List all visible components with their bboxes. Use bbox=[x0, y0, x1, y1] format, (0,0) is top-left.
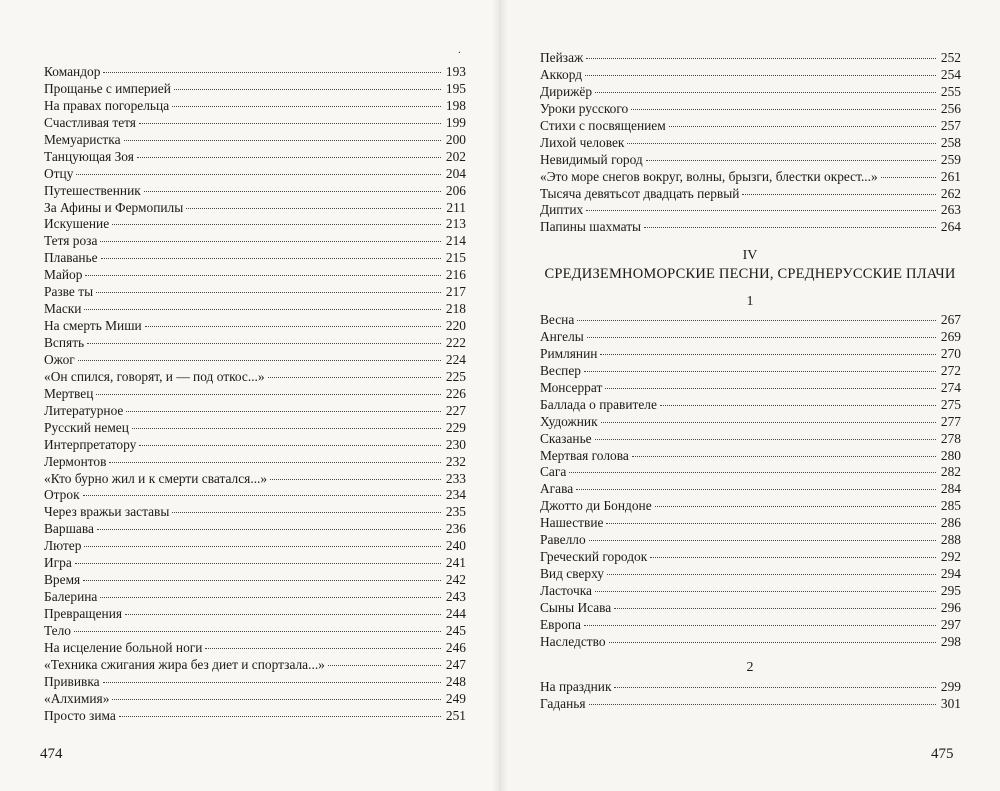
toc-entry bbox=[540, 617, 961, 634]
toc-entry bbox=[44, 132, 466, 149]
toc-entry-page: 198 bbox=[445, 97, 466, 113]
toc-entry-page: 294 bbox=[940, 566, 961, 582]
stray-mark: . bbox=[458, 44, 461, 56]
dot-leader bbox=[609, 642, 936, 643]
toc-entry-title: Ласточка bbox=[540, 583, 592, 598]
toc-entry bbox=[540, 118, 961, 135]
toc-entry-page: 298 bbox=[940, 633, 961, 649]
toc-entry-title: Веспер bbox=[540, 362, 581, 378]
toc-entry-title: «Это море снегов вокруг, волны, брызги, блестки окрест...» bbox=[540, 168, 878, 184]
toc-entry-page: 235 bbox=[445, 504, 466, 520]
dot-leader bbox=[100, 241, 441, 242]
right-page-number: 475 bbox=[931, 746, 954, 762]
toc-entry-page: 257 bbox=[940, 117, 961, 133]
toc-entry bbox=[44, 691, 466, 708]
toc-entry bbox=[44, 487, 466, 504]
dot-leader bbox=[586, 58, 936, 59]
toc-entry-page: 272 bbox=[940, 362, 961, 378]
toc-entry-title: Путешественник bbox=[44, 182, 141, 198]
toc-entry-page: 277 bbox=[940, 413, 961, 429]
toc-entry bbox=[44, 454, 466, 471]
toc-entry-page: 199 bbox=[445, 114, 466, 130]
toc-entry-page: 264 bbox=[940, 219, 961, 235]
toc-entry bbox=[540, 50, 961, 67]
toc-entry bbox=[44, 149, 466, 166]
toc-entry-page: 245 bbox=[445, 622, 466, 638]
section-1-number: 1 bbox=[746, 294, 754, 309]
toc-entry bbox=[44, 708, 466, 725]
toc-entry bbox=[540, 414, 961, 431]
dot-leader bbox=[646, 160, 936, 161]
toc-entry-title: «Техника сжигания жира без диет и спортзала...» bbox=[44, 656, 325, 672]
toc-entry-title: Просто зима bbox=[44, 707, 116, 723]
dot-leader bbox=[328, 665, 441, 666]
toc-entry-page: 256 bbox=[940, 100, 961, 116]
dot-leader bbox=[268, 377, 441, 378]
dot-leader bbox=[614, 608, 936, 609]
dot-leader bbox=[881, 177, 936, 178]
toc-entry bbox=[44, 386, 466, 403]
toc-entry bbox=[540, 101, 961, 118]
toc-entry-title: Мертвая голова bbox=[540, 447, 629, 463]
toc-entry-title: Прививка bbox=[44, 673, 100, 689]
toc-entry bbox=[540, 346, 961, 363]
dot-leader bbox=[96, 292, 441, 293]
toc-entry-title: Диптих bbox=[540, 202, 584, 218]
toc-entry-title: Варшава bbox=[44, 521, 94, 537]
dot-leader bbox=[631, 109, 936, 110]
toc-entry bbox=[540, 481, 961, 498]
dot-leader bbox=[83, 495, 441, 496]
toc-entry bbox=[44, 166, 466, 183]
toc-entry-title: Ожог bbox=[44, 351, 75, 367]
toc-entry-page: 240 bbox=[445, 538, 466, 554]
dot-leader bbox=[85, 275, 441, 276]
toc-entry bbox=[540, 219, 961, 236]
dot-leader bbox=[83, 580, 441, 581]
toc-entry-page: 216 bbox=[445, 267, 466, 283]
dot-leader bbox=[87, 343, 441, 344]
toc-entry bbox=[44, 318, 466, 335]
toc-entry bbox=[540, 696, 961, 713]
toc-entry-title: Маски bbox=[44, 301, 82, 317]
toc-entry-title: Баллада о правителе bbox=[540, 396, 657, 412]
toc-entry-title: «Алхимия» bbox=[44, 690, 110, 706]
toc-entry-page: 267 bbox=[940, 312, 961, 327]
toc-entry-title: Художник bbox=[540, 413, 598, 429]
toc-entry bbox=[540, 169, 961, 186]
toc-entry-page: 254 bbox=[940, 66, 961, 82]
toc-entry bbox=[540, 448, 961, 465]
toc-entry bbox=[44, 471, 466, 488]
dot-leader bbox=[109, 462, 441, 463]
toc-entry bbox=[44, 369, 466, 386]
toc-entry bbox=[44, 216, 466, 233]
toc-entry-title: Наследство bbox=[540, 633, 606, 649]
toc-entry bbox=[540, 515, 961, 532]
toc-entry-page: 213 bbox=[445, 216, 466, 232]
section-2-number: 2 bbox=[746, 660, 754, 675]
toc-entry-title: Мертвец bbox=[44, 385, 94, 401]
toc-entry-title: Весна bbox=[540, 312, 575, 327]
toc-entry-title: Разве ты bbox=[44, 284, 94, 300]
toc-entry-page: 285 bbox=[940, 498, 961, 514]
toc-entry-page: 200 bbox=[445, 131, 466, 147]
toc-entry-page: 255 bbox=[940, 83, 961, 99]
dot-leader bbox=[119, 716, 441, 717]
toc-entry-page: 195 bbox=[445, 80, 466, 96]
dot-leader bbox=[137, 157, 441, 158]
toc-entry-page: 259 bbox=[940, 151, 961, 167]
toc-entry bbox=[44, 403, 466, 420]
dot-leader bbox=[172, 106, 441, 107]
toc-entry bbox=[540, 532, 961, 549]
dot-leader bbox=[103, 72, 441, 73]
toc-entry-page: 202 bbox=[445, 148, 466, 164]
dot-leader bbox=[627, 143, 936, 144]
toc-entry-page: 248 bbox=[445, 673, 466, 689]
toc-entry-page: 270 bbox=[940, 345, 961, 361]
toc-entry-title: Лютер bbox=[44, 538, 82, 554]
toc-entry-page: 295 bbox=[940, 583, 961, 598]
dot-leader bbox=[270, 479, 441, 480]
toc-entry bbox=[44, 284, 466, 301]
toc-entry bbox=[540, 634, 961, 651]
dot-leader bbox=[584, 625, 936, 626]
toc-entry bbox=[44, 437, 466, 454]
toc-entry bbox=[540, 186, 961, 203]
dot-leader bbox=[632, 456, 936, 457]
toc-entry-title: Отрок bbox=[44, 487, 80, 503]
dot-leader bbox=[144, 191, 441, 192]
dot-leader bbox=[126, 411, 441, 412]
toc-entry-title: Дирижёр bbox=[540, 83, 593, 99]
toc-entry-page: 301 bbox=[940, 695, 961, 711]
dot-leader bbox=[569, 472, 936, 473]
toc-entry-title: Танцующая Зоя bbox=[44, 148, 134, 164]
toc-entry-title: На праздник bbox=[540, 679, 612, 694]
dot-leader bbox=[74, 631, 441, 632]
toc-entry-page: 299 bbox=[940, 679, 961, 694]
dot-leader bbox=[605, 388, 936, 389]
toc-entry bbox=[540, 549, 961, 566]
toc-entry bbox=[540, 431, 961, 448]
toc-entry-title: Искушение bbox=[44, 216, 110, 232]
toc-entry-page: 211 bbox=[446, 199, 466, 215]
toc-entry-page: 292 bbox=[940, 549, 961, 565]
toc-entry-title: На смерть Миши bbox=[44, 318, 142, 334]
dot-leader bbox=[644, 227, 936, 228]
dot-leader bbox=[584, 371, 936, 372]
toc-entry bbox=[540, 329, 961, 346]
toc-entry-title: Мемуаристка bbox=[44, 131, 121, 147]
toc-entry-title: Отцу bbox=[44, 165, 74, 181]
dot-leader bbox=[96, 394, 441, 395]
dot-leader bbox=[172, 512, 441, 513]
toc-entry-title: Гаданья bbox=[540, 695, 586, 711]
dot-leader bbox=[97, 529, 441, 530]
dot-leader bbox=[76, 174, 441, 175]
toc-entry-page: 206 bbox=[445, 182, 466, 198]
toc-entry-title: Лихой человек bbox=[540, 134, 625, 150]
toc-entry-page: 227 bbox=[445, 402, 466, 418]
toc-entry-title: Сыны Исава bbox=[540, 599, 612, 615]
toc-entry-page: 225 bbox=[445, 368, 466, 384]
toc-entry-title: Сага bbox=[540, 464, 567, 480]
left-page-number: 474 bbox=[40, 746, 63, 762]
toc-entry-title: Через вражьи заставы bbox=[44, 504, 170, 520]
dot-leader bbox=[669, 126, 936, 127]
toc-entry-page: 261 bbox=[940, 168, 961, 184]
dot-leader bbox=[589, 540, 936, 541]
toc-entry bbox=[44, 267, 466, 284]
toc-entry bbox=[44, 115, 466, 132]
dot-leader bbox=[145, 326, 441, 327]
toc-entry-page: 232 bbox=[445, 453, 466, 469]
toc-entry-title: Интерпретатору bbox=[44, 436, 137, 452]
toc-entry bbox=[44, 81, 466, 98]
toc-entry bbox=[44, 183, 466, 200]
dot-leader bbox=[205, 648, 441, 649]
toc-entry bbox=[44, 504, 466, 521]
toc-entry-title: Аккорд bbox=[540, 66, 583, 82]
toc-entry-title: Папины шахматы bbox=[540, 219, 642, 235]
toc-entry-title: Сказанье bbox=[540, 430, 592, 446]
dot-leader bbox=[650, 557, 936, 558]
dot-leader bbox=[75, 563, 441, 564]
toc-entry-page: 233 bbox=[445, 470, 466, 486]
toc-entry-title: Превращения bbox=[44, 606, 123, 621]
toc-entry bbox=[44, 233, 466, 250]
dot-leader bbox=[655, 506, 936, 507]
toc-entry-page: 286 bbox=[940, 515, 961, 531]
toc-entry-title: Монсеррат bbox=[540, 379, 603, 395]
toc-entry-page: 262 bbox=[940, 185, 961, 201]
section-1-toc-list bbox=[540, 312, 961, 651]
toc-entry bbox=[44, 420, 466, 437]
toc-entry bbox=[44, 301, 466, 318]
toc-entry-title: «Он спился, говорят, и — под откос...» bbox=[44, 368, 265, 384]
right-toc-continued-list bbox=[540, 50, 961, 236]
left-toc-list bbox=[44, 64, 466, 725]
toc-entry bbox=[44, 589, 466, 606]
toc-entry-title: Счастливая тетя bbox=[44, 114, 136, 130]
toc-entry bbox=[540, 397, 961, 414]
toc-entry-title: Майор bbox=[44, 267, 83, 283]
toc-entry-page: 246 bbox=[445, 639, 466, 655]
dot-leader bbox=[660, 405, 936, 406]
dot-leader bbox=[139, 445, 441, 446]
toc-entry-title: Тысяча девятьсот двадцать первый bbox=[540, 185, 740, 201]
toc-entry-page: 247 bbox=[445, 656, 466, 672]
dot-leader bbox=[139, 123, 441, 124]
toc-entry-page: 218 bbox=[445, 301, 466, 317]
part-roman-numeral: IV bbox=[742, 248, 758, 263]
dot-leader bbox=[600, 354, 936, 355]
dot-leader bbox=[186, 208, 441, 209]
toc-entry-page: 278 bbox=[940, 430, 961, 446]
toc-entry-title: Лермонтов bbox=[44, 453, 107, 469]
toc-entry-page: 258 bbox=[940, 134, 961, 150]
toc-entry bbox=[540, 312, 961, 329]
toc-entry-page: 263 bbox=[940, 202, 961, 218]
toc-entry-title: На правах погорельца bbox=[44, 97, 170, 113]
toc-entry-title: Командор bbox=[44, 64, 101, 79]
toc-entry bbox=[540, 152, 961, 169]
toc-entry-page: 193 bbox=[445, 64, 466, 79]
dot-leader bbox=[112, 699, 441, 700]
toc-entry bbox=[540, 67, 961, 84]
toc-entry-page: 297 bbox=[940, 616, 961, 632]
toc-entry-page: 252 bbox=[940, 50, 961, 65]
toc-entry-title: Агава bbox=[540, 481, 574, 497]
dot-leader bbox=[112, 224, 441, 225]
toc-entry-title: Русский немец bbox=[44, 419, 129, 435]
toc-entry-title: Пейзаж bbox=[540, 50, 584, 65]
toc-entry bbox=[44, 555, 466, 572]
toc-entry-page: 215 bbox=[445, 250, 466, 266]
toc-entry-page: 217 bbox=[445, 284, 466, 300]
section-2-toc-list bbox=[540, 679, 961, 713]
toc-entry-page: 249 bbox=[445, 690, 466, 706]
dot-leader bbox=[576, 489, 936, 490]
toc-entry-title: За Афины и Фермопилы bbox=[44, 199, 184, 215]
toc-entry-page: 243 bbox=[445, 589, 466, 605]
toc-entry bbox=[540, 566, 961, 583]
toc-entry-page: 214 bbox=[445, 233, 466, 249]
dot-leader bbox=[577, 320, 936, 321]
toc-entry bbox=[44, 250, 466, 267]
dot-leader bbox=[606, 523, 936, 524]
toc-entry-title: Тетя роза bbox=[44, 233, 98, 249]
dot-leader bbox=[101, 258, 441, 259]
dot-leader bbox=[614, 687, 936, 688]
toc-entry bbox=[44, 335, 466, 352]
dot-leader bbox=[589, 704, 936, 705]
dot-leader bbox=[601, 422, 936, 423]
toc-entry bbox=[44, 64, 466, 81]
toc-entry-page: 269 bbox=[940, 328, 961, 344]
toc-entry bbox=[540, 679, 961, 696]
toc-entry bbox=[44, 606, 466, 623]
dot-leader bbox=[595, 439, 936, 440]
toc-entry-title: «Кто бурно жил и к смерти сватался...» bbox=[44, 470, 268, 486]
toc-entry-title: Джотто ди Бондоне bbox=[540, 498, 652, 514]
toc-entry bbox=[44, 538, 466, 555]
dot-leader bbox=[100, 597, 441, 598]
dot-leader bbox=[84, 309, 441, 310]
toc-entry-title: Время bbox=[44, 572, 81, 588]
dot-leader bbox=[103, 682, 441, 683]
dot-leader bbox=[742, 194, 936, 195]
toc-entry-title: Нашествие bbox=[540, 515, 604, 531]
dot-leader bbox=[174, 89, 441, 90]
dot-leader bbox=[587, 337, 936, 338]
toc-entry bbox=[44, 200, 466, 217]
toc-entry-title: Прощанье с империей bbox=[44, 80, 171, 96]
toc-entry-page: 251 bbox=[445, 707, 466, 723]
toc-entry-title: Балерина bbox=[44, 589, 98, 605]
toc-entry-page: 226 bbox=[445, 385, 466, 401]
dot-leader bbox=[78, 360, 441, 361]
dot-leader bbox=[585, 75, 936, 76]
toc-entry-page: 284 bbox=[940, 481, 961, 497]
toc-entry-page: 241 bbox=[445, 555, 466, 571]
toc-entry-page: 220 bbox=[445, 318, 466, 334]
toc-entry-page: 234 bbox=[445, 487, 466, 503]
toc-entry-page: 282 bbox=[940, 464, 961, 480]
toc-entry bbox=[540, 84, 961, 101]
toc-entry-title: Вид сверху bbox=[540, 566, 604, 582]
toc-entry-page: 222 bbox=[445, 335, 466, 350]
toc-entry bbox=[44, 521, 466, 538]
toc-entry-page: 296 bbox=[940, 599, 961, 615]
toc-entry bbox=[540, 363, 961, 380]
toc-entry-title: Невидимый город bbox=[540, 151, 643, 167]
toc-entry bbox=[44, 98, 466, 115]
toc-entry bbox=[540, 380, 961, 397]
toc-entry-title: Игра bbox=[44, 555, 72, 571]
toc-entry bbox=[44, 572, 466, 589]
dot-leader bbox=[595, 92, 936, 93]
toc-entry-page: 242 bbox=[445, 572, 466, 588]
toc-entry-title: Равелло bbox=[540, 532, 586, 548]
toc-entry-title: Римлянин bbox=[540, 345, 598, 361]
toc-entry-page: 274 bbox=[940, 379, 961, 395]
toc-entry bbox=[540, 464, 961, 481]
toc-entry-page: 204 bbox=[445, 165, 466, 181]
toc-entry bbox=[44, 674, 466, 691]
toc-entry-page: 280 bbox=[940, 447, 961, 463]
toc-entry-page: 236 bbox=[445, 521, 466, 537]
toc-entry bbox=[44, 352, 466, 369]
dot-leader bbox=[125, 614, 441, 615]
toc-entry-title: Стихи с посвящением bbox=[540, 117, 666, 133]
toc-entry bbox=[540, 135, 961, 152]
dot-leader bbox=[607, 574, 936, 575]
toc-entry bbox=[540, 600, 961, 617]
dot-leader bbox=[124, 140, 441, 141]
toc-entry bbox=[44, 640, 466, 657]
toc-entry-page: 244 bbox=[445, 606, 466, 621]
toc-entry bbox=[44, 657, 466, 674]
toc-entry-title: Ангелы bbox=[540, 328, 584, 344]
toc-entry-title: Тело bbox=[44, 622, 71, 638]
toc-entry-title: На исцеление больной ноги bbox=[44, 639, 203, 655]
toc-entry-page: 229 bbox=[445, 419, 466, 435]
toc-entry-title: Литературное bbox=[44, 402, 124, 418]
toc-entry bbox=[540, 498, 961, 515]
toc-entry-page: 230 bbox=[445, 436, 466, 452]
dot-leader bbox=[586, 210, 936, 211]
toc-entry bbox=[540, 202, 961, 219]
toc-entry bbox=[44, 623, 466, 640]
part-title: СРЕДИЗЕМНОМОРСКИЕ ПЕСНИ, СРЕДНЕРУССКИЕ ПЛАЧИ bbox=[544, 266, 956, 282]
toc-entry-page: 288 bbox=[940, 532, 961, 548]
toc-entry-page: 224 bbox=[445, 351, 466, 367]
toc-entry-title: Вспять bbox=[44, 335, 85, 350]
toc-entry bbox=[540, 583, 961, 600]
dot-leader bbox=[595, 591, 936, 592]
toc-entry-page: 275 bbox=[940, 396, 961, 412]
toc-entry-title: Плаванье bbox=[44, 250, 98, 266]
dot-leader bbox=[132, 428, 441, 429]
toc-entry-title: Европа bbox=[540, 616, 582, 632]
dot-leader bbox=[84, 546, 441, 547]
toc-entry-title: Греческий городок bbox=[540, 549, 648, 565]
toc-entry-title: Уроки русского bbox=[540, 100, 629, 116]
